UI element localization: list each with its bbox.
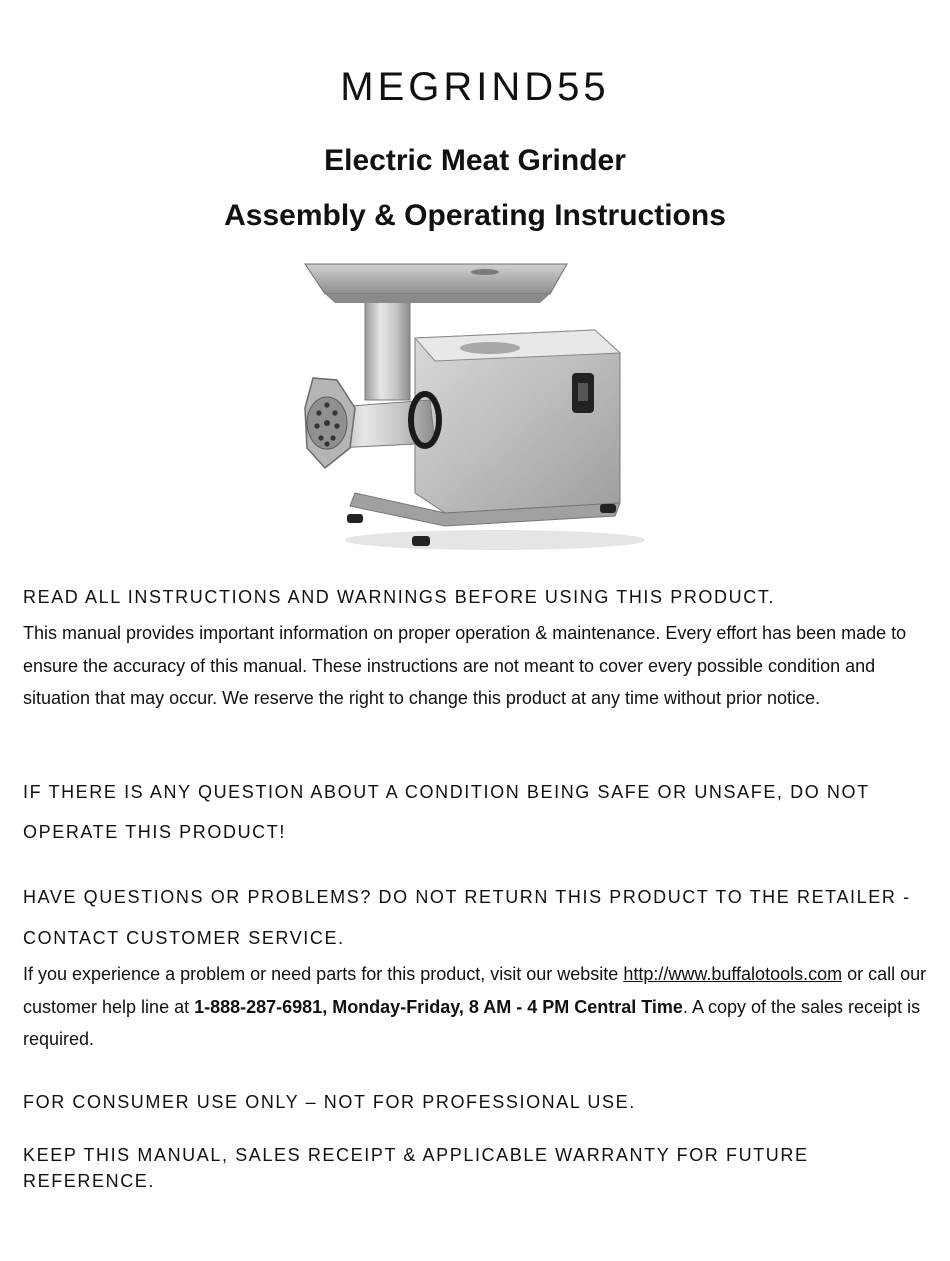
meat-grinder-image [295, 258, 650, 558]
help-line: 1-888-287-6981, Monday-Friday, 8 AM - 4 PM Central Time [194, 996, 683, 1017]
receipt-note: . A copy of the sales receipt is required. [23, 996, 921, 1050]
product-name: Electric Meat Grinder [324, 144, 626, 177]
call-prefix: or call our customer help line at [23, 964, 927, 1017]
consumer-use-notice: FOR CONSUMER USE ONLY – NOT FOR PROFESSIONAL USE. [23, 1092, 636, 1112]
safety-warning: IF THERE IS ANY QUESTION ABOUT A CONDITION BEING SAFE OR UNSAFE, DO NOT OPERATE THIS PRODUCT! [23, 782, 870, 842]
page-title: MEGRIND55 [340, 65, 610, 109]
return-warning: HAVE QUESTIONS OR PROBLEMS? DO NOT RETURN THIS PRODUCT TO THE RETAILER - CONTACT CUSTOMER SERVICE. [23, 887, 911, 948]
contact-paragraph [23, 958, 933, 1056]
contact-intro: If you experience a problem or need parts for this product, visit our website [23, 964, 624, 984]
manual-type: Assembly & Operating Instructions [224, 199, 726, 232]
manual-paragraph: This manual provides important information on proper operation & maintenance. Every effort has been made to ensure the accuracy of this manual. These instructions are not meant to cover every possible condition and situation that may occur. We reserve the right to change this product at any time without prior notice. [23, 623, 907, 709]
read-all-warning: READ ALL INSTRUCTIONS AND WARNINGS BEFORE USING THIS PRODUCT. [23, 587, 776, 607]
keep-manual-notice: KEEP THIS MANUAL, SALES RECEIPT & APPLICABLE WARRANTY FOR FUTURE REFERENCE. [23, 1145, 809, 1191]
website-link[interactable]: http://www.buffalotools.com [623, 964, 843, 984]
